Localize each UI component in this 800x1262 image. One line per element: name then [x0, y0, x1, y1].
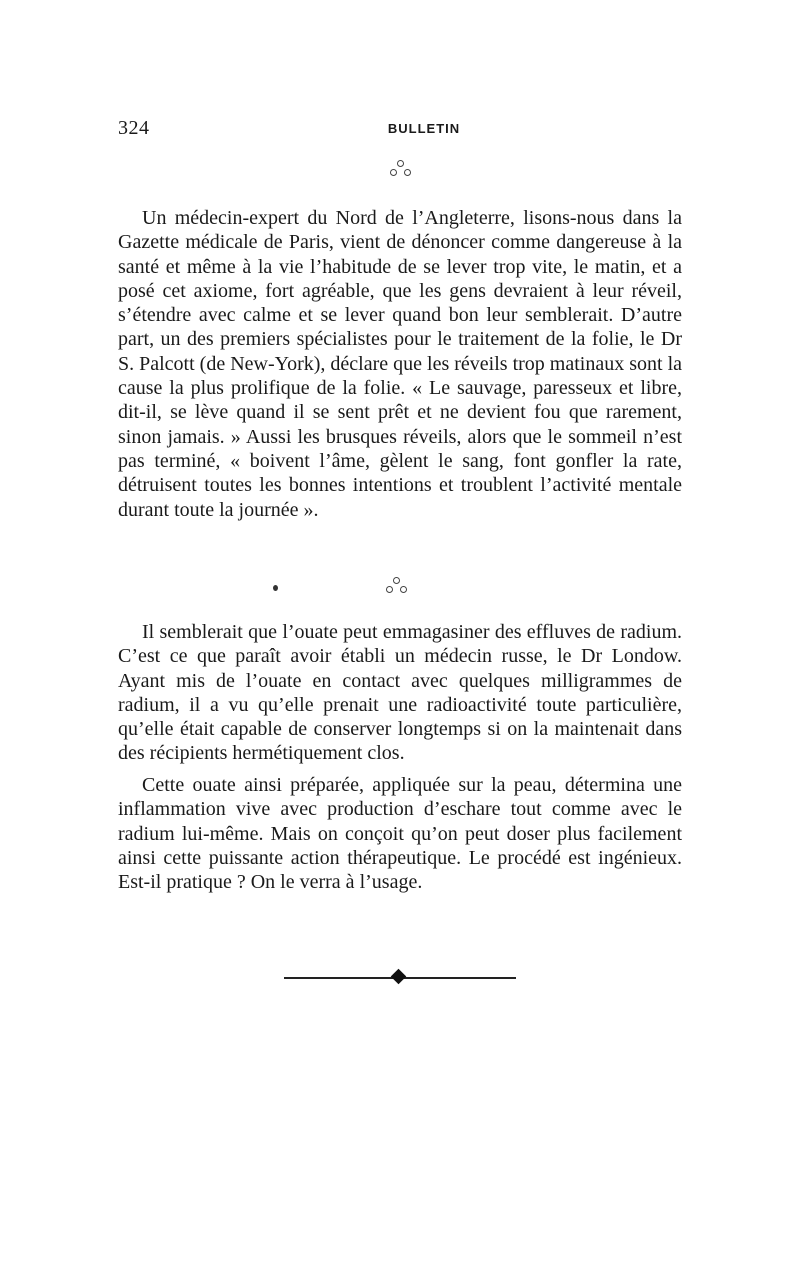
article-paragraph-2 [118, 620, 682, 766]
page-number: 324 [118, 117, 150, 139]
paragraph-text: Cette ouate ainsi préparée, appliquée sur la peau, détermina une inflammation vive avec production d’eschare tout comme avec le radium lui-même. Mais on conçoit qu’on peut doser plus facilement ainsi cette puissante action thérapeutique. Le procédé est ingénieux. Est-il pratique ? On le verra à l’usage. [118, 774, 682, 894]
paragraph-text: Il semblerait que l’ouate peut emmagasiner des effluves de radium. C’est ce que paraît avoir établi un médecin russe, le Dr Londow. Ayant mis de l’ouate en contact avec quelques milligrammes de radium, il a vu qu’elle prenait une radioactivité toute particulière, qu’elle était capable de conserver longtemps si on la maintenait dans des récipients hermétiquement clos. [118, 621, 682, 765]
asterism-ornament-top [388, 160, 412, 182]
page-header [118, 117, 680, 141]
asterism-ornament-middle [384, 577, 408, 599]
paragraph-text: Un médecin-expert du Nord de l’Angleterre, lisons-nous dans la Gazette médicale de Paris, vient de dénoncer comme dangereuse à la santé et même à la vie l’habitude de se lever trop vite, le matin, et a posé cet axiome, fort agréable, que les gens devraient à leur réveil, s’étendre avec calme et se lever quand bon leur semblerait. D’autre part, un des premiers spécialistes pour le traitement de la folie, le Dr S. Palcott (de New-York), déclare que les réveils trop matinaux sont la cause la plus prolifique de la folie. « Le sauvage, paresseux et libre, dit-il, se lève quand il se sent prêt et ne devient fou que rarement, sinon jamais. » Aussi les brusques réveils, alors que le sommeil n’est pas terminé, « boivent l’âme, gèlent le sang, font gonfler la rate, détruisent toutes les bonnes intentions et troublent l’activité mentale durant toute la journée ». [118, 207, 682, 521]
running-title: BULLETIN [387, 121, 461, 136]
article-paragraph-1 [118, 206, 682, 522]
diamond-ornament-icon [391, 969, 407, 985]
article-paragraph-3 [118, 773, 682, 894]
printing-speck [273, 585, 278, 591]
